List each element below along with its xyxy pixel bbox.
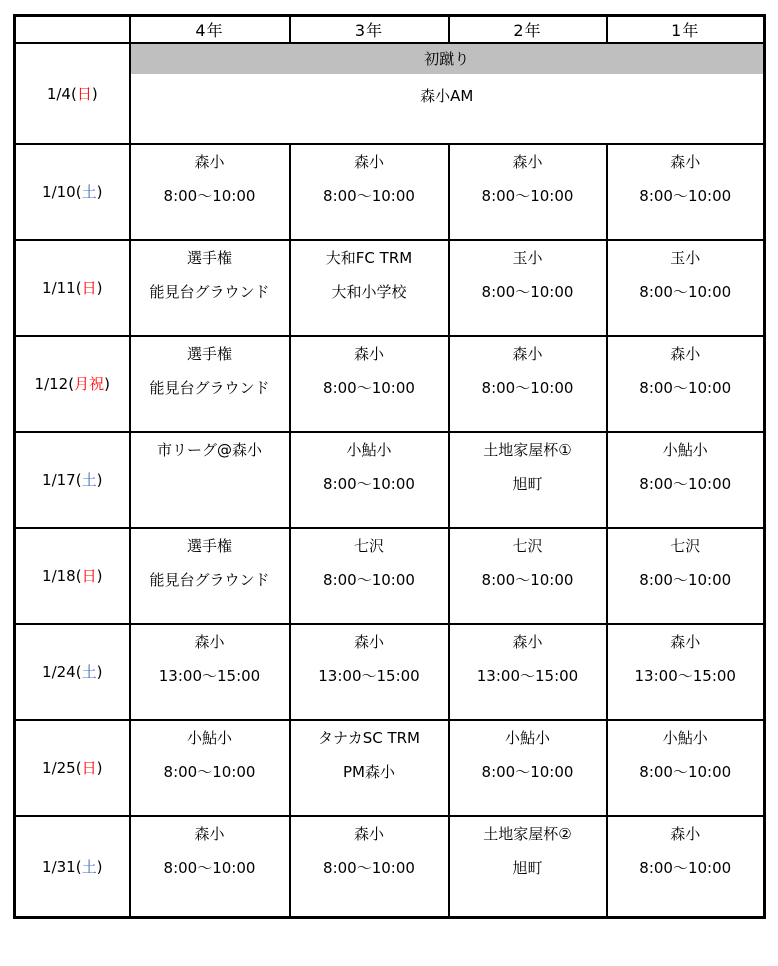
event-cell [290, 144, 449, 240]
event-line2: 8:00〜10:00 [481, 282, 574, 301]
event-line1: 森小 [670, 824, 701, 843]
schedule-row-jan25 [15, 720, 765, 816]
date-cell [15, 624, 130, 720]
date-cell [15, 43, 130, 144]
schedule-row-jan17 [15, 432, 765, 528]
event-cell [449, 240, 607, 336]
schedule-row-jan18 [15, 528, 765, 624]
event-cell [607, 336, 765, 432]
event-line2: 8:00〜10:00 [481, 186, 574, 205]
event-line1: 森小 [353, 824, 384, 843]
event-cell [290, 336, 449, 432]
event-line2: 能見台グラウンド [149, 378, 270, 397]
event-line1: 森小 [194, 152, 225, 171]
event-cell [130, 528, 290, 624]
event-cell [607, 816, 765, 918]
event-line2: 旭町 [512, 858, 543, 877]
event-line1: 森小 [670, 344, 701, 363]
event-cell [449, 336, 607, 432]
date-text: 1/17( [42, 471, 82, 489]
header-row [15, 16, 765, 43]
event-cell [449, 432, 607, 528]
event-cell [130, 624, 290, 720]
event-line2: 8:00〜10:00 [639, 186, 732, 205]
header-cell-grade4: 4年 [130, 16, 290, 43]
event-line2: 8:00〜10:00 [163, 186, 256, 205]
event-line1: 小鮎小 [662, 728, 708, 747]
event-line1: 七沢 [670, 536, 701, 555]
event-line1: 小鮎小 [346, 440, 392, 459]
event-line2: 旭町 [512, 474, 543, 493]
date-day: 土 [81, 857, 97, 876]
date-cell [15, 816, 130, 918]
event-line1: 小鮎小 [504, 728, 550, 747]
event-cell [130, 144, 290, 240]
event-line1: 玉小 [512, 248, 543, 267]
date-day: 土 [81, 471, 97, 489]
event-line1: タナカSC TRM [318, 728, 420, 747]
corner-cell [15, 16, 130, 43]
event-cell [290, 240, 449, 336]
date-cell [15, 720, 130, 816]
event-line1: 大和FC TRM [325, 248, 413, 267]
event-cell [607, 432, 765, 528]
event-line1: 市リーグ@森小 [156, 440, 262, 459]
header-cell-grade3: 3年 [290, 16, 449, 43]
header-cell-grade1: 1年 [607, 16, 765, 43]
schedule-table [13, 14, 766, 919]
event-line1: 森小 [670, 152, 701, 171]
event-line2: 13:00〜15:00 [158, 666, 261, 685]
event-detail: 森小AM [420, 86, 474, 105]
event-line2: 能見台グラウンド [149, 282, 270, 301]
header-cell-grade2: 2年 [449, 16, 607, 43]
date-text: 1/18( [42, 567, 82, 585]
event-cell [607, 720, 765, 816]
date-text: ) [91, 84, 98, 103]
event-line2: 13:00〜15:00 [634, 666, 736, 685]
event-line2: 8:00〜10:00 [639, 762, 732, 781]
event-line1: 七沢 [512, 536, 543, 555]
event-line1: 森小 [512, 152, 543, 171]
date-cell [15, 240, 130, 336]
event-cell [130, 240, 290, 336]
date-text: 1/24( [42, 663, 82, 681]
date-text: ) [104, 375, 110, 393]
event-cell [130, 720, 290, 816]
date-text: ) [96, 857, 103, 876]
event-line2: 8:00〜10:00 [323, 186, 415, 205]
date-text: ) [96, 567, 103, 585]
date-text: ) [96, 279, 103, 297]
event-line2: 8:00〜10:00 [639, 858, 732, 877]
event-line1: 玉小 [670, 248, 701, 267]
date-day: 土 [81, 663, 97, 681]
date-cell [15, 336, 130, 432]
event-line2: PM森小 [343, 762, 395, 781]
event-cell [449, 528, 607, 624]
date-text: 1/4( [46, 84, 77, 103]
event-cell [607, 240, 765, 336]
date-day: 日 [76, 84, 92, 103]
schedule-row-jan24 [15, 624, 765, 720]
date-text: 1/12( [34, 375, 75, 393]
event-band: 初蹴り [131, 44, 764, 74]
date-text: ) [96, 759, 103, 777]
event-cell [290, 816, 449, 918]
event-line1: 選手権 [186, 248, 232, 267]
event-line2: 8:00〜10:00 [323, 858, 415, 877]
date-day: 日 [81, 567, 97, 585]
event-cell [130, 816, 290, 918]
date-day: 日 [81, 759, 97, 777]
date-cell [15, 528, 130, 624]
event-line2: 8:00〜10:00 [639, 378, 732, 397]
event-line2: 8:00〜10:00 [639, 282, 732, 301]
schedule-row-jan12 [15, 336, 765, 432]
event-line1: 選手権 [186, 536, 232, 555]
event-line2: 13:00〜15:00 [318, 666, 420, 685]
event-cell [130, 336, 290, 432]
date-text: 1/11( [42, 279, 82, 297]
event-cell [290, 720, 449, 816]
date-day: 土 [81, 183, 97, 201]
event-line1: 森小 [194, 824, 225, 843]
event-cell [449, 720, 607, 816]
event-cell [130, 432, 290, 528]
event-line2: 8:00〜10:00 [639, 570, 732, 589]
event-line2: 大和小学校 [331, 282, 407, 301]
event-cell [290, 528, 449, 624]
event-line1: 森小 [512, 344, 543, 363]
event-line1: 森小 [194, 632, 225, 651]
schedule-row-jan4 [15, 43, 765, 144]
event-line2: 8:00〜10:00 [639, 474, 732, 493]
date-cell [15, 432, 130, 528]
event-line2: 能見台グラウンド [149, 570, 270, 589]
event-cell [607, 624, 765, 720]
event-cell [290, 432, 449, 528]
event-line1: 森小 [670, 632, 701, 651]
event-line2: 8:00〜10:00 [323, 378, 415, 397]
date-text: 1/10( [42, 183, 82, 201]
event-line1: 選手権 [186, 344, 232, 363]
event-line2: 8:00〜10:00 [323, 570, 415, 589]
event-cell [449, 816, 607, 918]
event-line2: 8:00〜10:00 [481, 570, 574, 589]
event-line1: 土地家屋杯① [483, 440, 572, 459]
event-cell [607, 144, 765, 240]
event-line1: 小鮎小 [662, 440, 708, 459]
event-line2: 8:00〜10:00 [481, 762, 574, 781]
event-line2: 8:00〜10:00 [163, 858, 256, 877]
event-cell [449, 144, 607, 240]
schedule-row-jan11 [15, 240, 765, 336]
schedule-row-jan31 [15, 816, 765, 918]
event-line1: 森小 [353, 632, 384, 651]
date-text: ) [96, 663, 103, 681]
event-line2: 8:00〜10:00 [481, 378, 574, 397]
event-line2 [131, 467, 289, 501]
event-cell [449, 624, 607, 720]
date-text: ) [96, 471, 103, 489]
event-line1: 森小 [353, 344, 384, 363]
date-text: 1/25( [42, 759, 82, 777]
schedule-row-jan10 [15, 144, 765, 240]
event-cell [607, 528, 765, 624]
event-line2: 8:00〜10:00 [163, 762, 256, 781]
event-line1: 森小 [512, 632, 543, 651]
date-text: 1/31( [42, 857, 82, 876]
date-day: 月祝 [74, 375, 105, 393]
event-line2: 13:00〜15:00 [476, 666, 579, 685]
event-line1: 小鮎小 [186, 728, 232, 747]
event-line1: 森小 [353, 152, 384, 171]
event-line1: 七沢 [353, 536, 384, 555]
event-cell [290, 624, 449, 720]
date-day: 日 [81, 279, 97, 297]
event-line1: 土地家屋杯② [483, 824, 572, 843]
merged-event-cell [130, 43, 765, 144]
date-cell [15, 144, 130, 240]
event-line2: 8:00〜10:00 [323, 474, 415, 493]
date-text: ) [96, 183, 103, 201]
